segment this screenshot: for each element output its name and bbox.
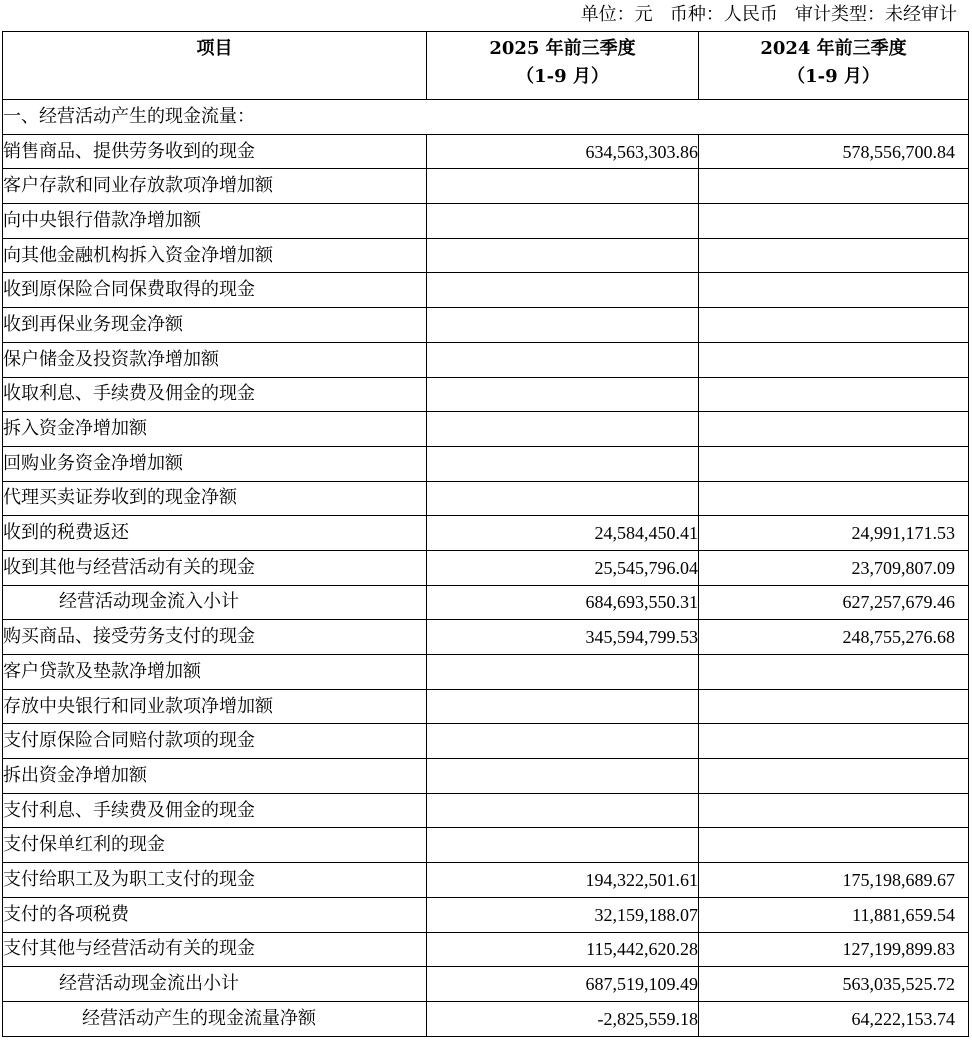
row-label: 收到原保险合同保费取得的现金 [3, 273, 427, 308]
row-label: 代理买卖证券收到的现金净额 [3, 481, 427, 516]
table-row [3, 204, 969, 239]
row-value-2024: 64,222,153.74 [699, 1001, 969, 1036]
table-row [3, 724, 969, 759]
row-value-2024 [699, 446, 969, 481]
header-2024-sub: （1-9 月） [787, 66, 880, 87]
row-label: 支付其他与经营活动有关的现金 [3, 932, 427, 967]
table-row [3, 273, 969, 308]
row-value-2025 [427, 169, 699, 204]
row-value-2025 [427, 342, 699, 377]
row-label: 存放中央银行和同业款项净增加额 [3, 689, 427, 724]
table-row [3, 412, 969, 447]
row-value-2024 [699, 412, 969, 447]
row-label: 收到的税费返还 [3, 516, 427, 551]
row-value-2024: 248,755,276.68 [699, 620, 969, 655]
row-value-2024 [699, 828, 969, 863]
row-value-2025 [427, 759, 699, 794]
row-label: 支付给职工及为职工支付的现金 [3, 863, 427, 898]
header-item [3, 32, 427, 100]
row-value-2025 [427, 689, 699, 724]
header-2024 [699, 32, 969, 100]
row-label: 经营活动现金流出小计 [3, 967, 427, 1002]
row-value-2025: 634,563,303.86 [427, 134, 699, 169]
row-value-2024 [699, 273, 969, 308]
row-label: 客户存款和同业存放款项净增加额 [3, 169, 427, 204]
table-row [3, 793, 969, 828]
row-label: 回购业务资金净增加额 [3, 446, 427, 481]
row-value-2025 [427, 377, 699, 412]
row-value-2025 [427, 308, 699, 343]
row-value-2024 [699, 655, 969, 690]
row-value-2025 [427, 655, 699, 690]
row-label: 支付保单红利的现金 [3, 828, 427, 863]
table-row [3, 446, 969, 481]
row-label: 支付的各项税费 [3, 897, 427, 932]
section-title: 一、经营活动产生的现金流量： [3, 100, 969, 135]
row-label: 拆入资金净增加额 [3, 412, 427, 447]
table-row [3, 238, 969, 273]
row-value-2024 [699, 204, 969, 239]
row-value-2024: 627,257,679.46 [699, 585, 969, 620]
row-value-2025: -2,825,559.18 [427, 1001, 699, 1036]
row-value-2025: 115,442,620.28 [427, 932, 699, 967]
header-item-label: 项目 [196, 38, 233, 59]
row-value-2024: 11,881,659.54 [699, 897, 969, 932]
table-row [3, 655, 969, 690]
table-row [3, 620, 969, 655]
row-value-2024 [699, 377, 969, 412]
row-value-2025: 194,322,501.61 [427, 863, 699, 898]
row-label: 客户贷款及垫款净增加额 [3, 655, 427, 690]
row-value-2025: 25,545,796.04 [427, 550, 699, 585]
subtotal-row [3, 585, 969, 620]
row-value-2024 [699, 238, 969, 273]
row-label: 销售商品、提供劳务收到的现金 [3, 134, 427, 169]
row-value-2024: 24,991,171.53 [699, 516, 969, 551]
header-2025-sub: （1-9 月） [516, 66, 609, 87]
section-row [3, 100, 969, 135]
table-row [3, 932, 969, 967]
subtotal-row [3, 967, 969, 1002]
row-value-2025 [427, 793, 699, 828]
row-value-2025 [427, 273, 699, 308]
row-label: 经营活动产生的现金流量净额 [3, 1001, 427, 1036]
row-value-2024 [699, 793, 969, 828]
row-value-2025: 684,693,550.31 [427, 585, 699, 620]
table-row [3, 759, 969, 794]
header-2025 [427, 32, 699, 100]
table-row [3, 550, 969, 585]
table-row [3, 516, 969, 551]
row-value-2024: 175,198,689.67 [699, 863, 969, 898]
row-value-2024 [699, 342, 969, 377]
row-label: 拆出资金净增加额 [3, 759, 427, 794]
row-value-2024: 127,199,899.83 [699, 932, 969, 967]
row-label: 支付原保险合同赔付款项的现金 [3, 724, 427, 759]
table-header-row [3, 32, 969, 100]
row-label: 保户储金及投资款净增加额 [3, 342, 427, 377]
row-value-2024: 578,556,700.84 [699, 134, 969, 169]
row-value-2024 [699, 759, 969, 794]
row-label: 支付利息、手续费及佣金的现金 [3, 793, 427, 828]
row-value-2024 [699, 724, 969, 759]
row-value-2024 [699, 308, 969, 343]
unit-currency-audit-note: 单位：元 币种：人民币 审计类型：未经审计 [580, 4, 957, 25]
row-value-2024: 563,035,525.72 [699, 967, 969, 1002]
row-value-2025 [427, 446, 699, 481]
table-row [3, 863, 969, 898]
row-value-2024: 23,709,807.09 [699, 550, 969, 585]
row-value-2025 [427, 828, 699, 863]
table-row [3, 689, 969, 724]
row-value-2025: 345,594,799.53 [427, 620, 699, 655]
header-2024-label: 2024 年前三季度 [760, 38, 907, 59]
row-label: 向其他金融机构拆入资金净增加额 [3, 238, 427, 273]
cash-flow-table [2, 31, 969, 1037]
table-row [3, 897, 969, 932]
row-value-2024 [699, 481, 969, 516]
table-row [3, 342, 969, 377]
row-value-2025 [427, 724, 699, 759]
row-value-2025 [427, 481, 699, 516]
row-value-2025: 687,519,109.49 [427, 967, 699, 1002]
row-value-2024 [699, 689, 969, 724]
row-value-2025 [427, 412, 699, 447]
table-row [3, 169, 969, 204]
row-label: 向中央银行借款净增加额 [3, 204, 427, 239]
table-row [3, 377, 969, 412]
net-total-row [3, 1001, 969, 1036]
row-label: 收到其他与经营活动有关的现金 [3, 550, 427, 585]
row-value-2025: 24,584,450.41 [427, 516, 699, 551]
row-value-2024 [699, 169, 969, 204]
row-label: 收取利息、手续费及佣金的现金 [3, 377, 427, 412]
row-value-2025 [427, 238, 699, 273]
table-row [3, 481, 969, 516]
header-2025-label: 2025 年前三季度 [489, 38, 636, 59]
row-label: 收到再保业务现金净额 [3, 308, 427, 343]
table-row [3, 134, 969, 169]
row-value-2025 [427, 204, 699, 239]
row-value-2025: 32,159,188.07 [427, 897, 699, 932]
row-label: 经营活动现金流入小计 [3, 585, 427, 620]
table-row [3, 308, 969, 343]
table-row [3, 828, 969, 863]
row-label: 购买商品、接受劳务支付的现金 [3, 620, 427, 655]
